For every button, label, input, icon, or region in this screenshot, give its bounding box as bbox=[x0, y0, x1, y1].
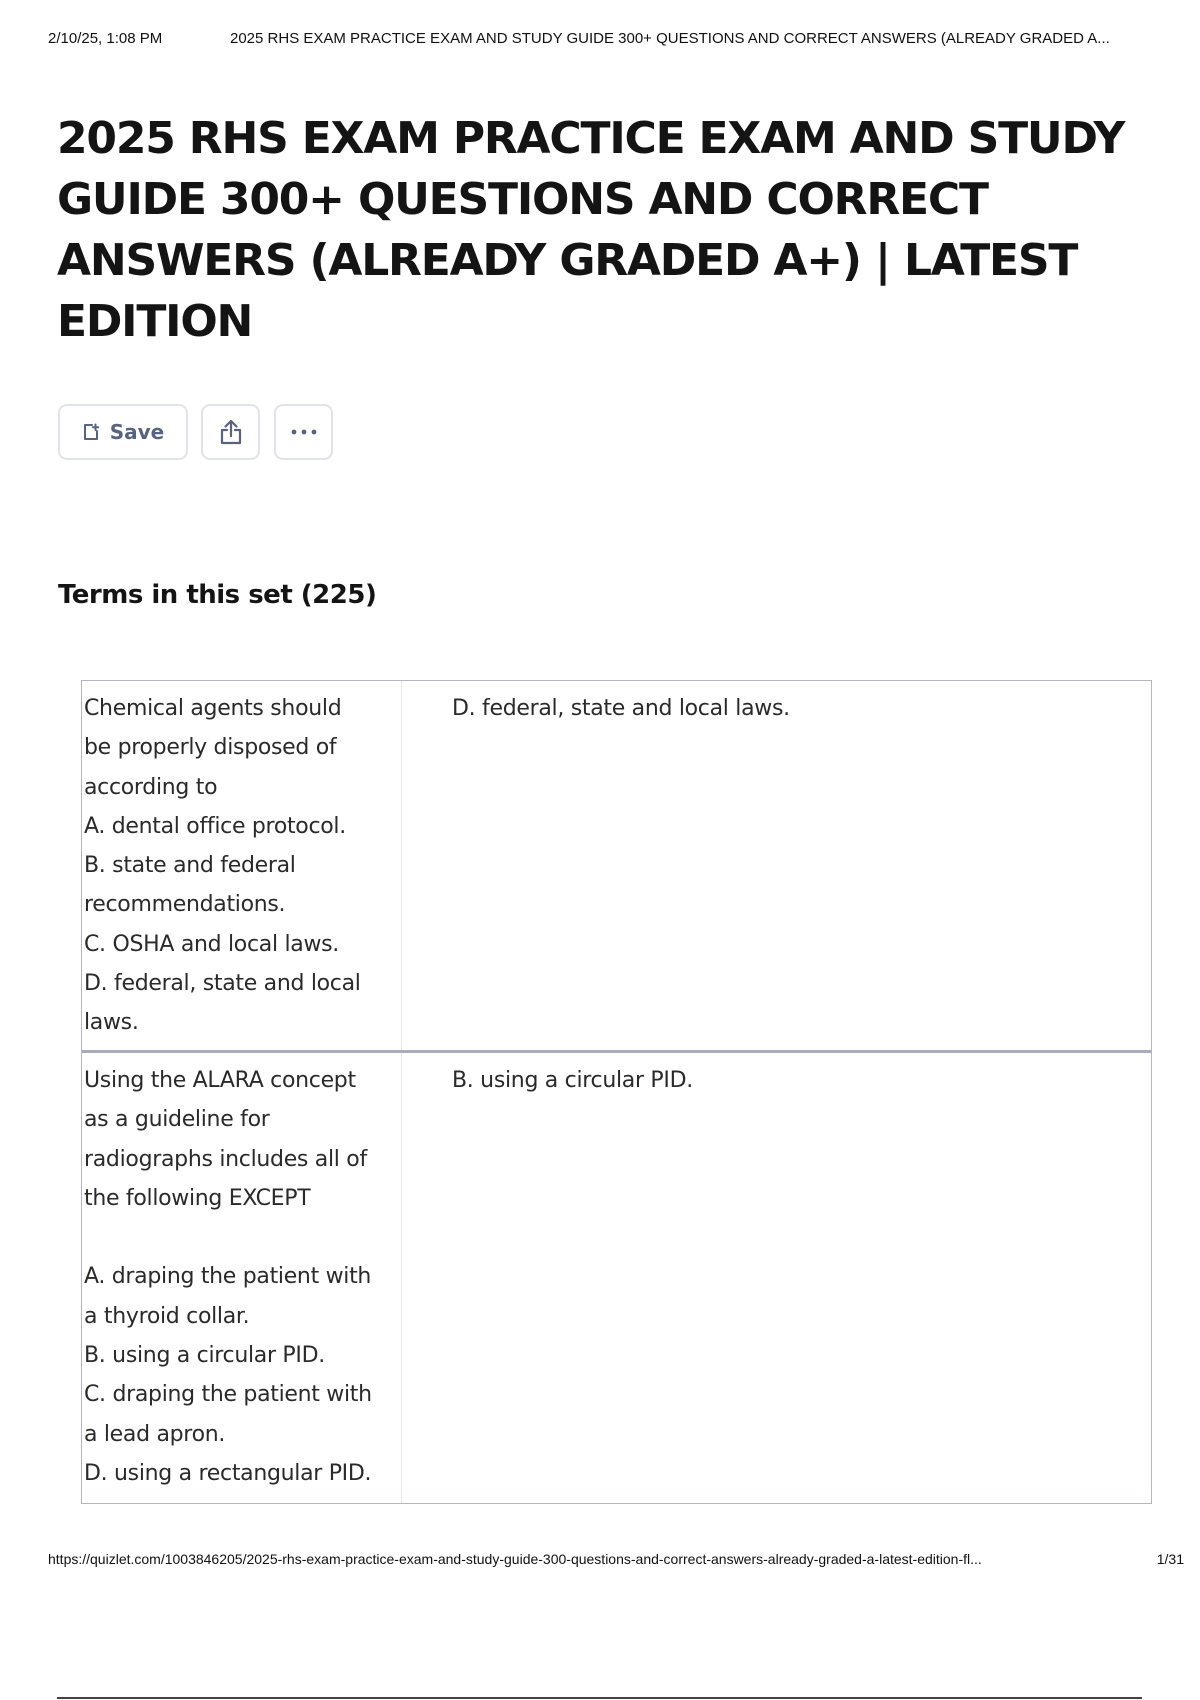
more-options-button[interactable] bbox=[274, 404, 333, 460]
save-button[interactable] bbox=[58, 404, 188, 460]
set-title: 2025 RHS EXAM PRACTICE EXAM AND STUDY GUIDE 300+ QUESTIONS AND CORRECT ANSWERS (ALREADY GRADED A+) | LATEST EDITION bbox=[57, 113, 1125, 347]
terms-table bbox=[81, 680, 1152, 1504]
page-number: 1/31 bbox=[1156, 1551, 1184, 1567]
term-row bbox=[82, 1053, 1151, 1503]
save-bookmark-icon bbox=[82, 423, 100, 441]
definition-text: D. federal, state and local laws. bbox=[452, 696, 790, 721]
print-document-title: 2025 RHS EXAM PRACTICE EXAM AND STUDY GUIDE 300+ QUESTIONS AND CORRECT ANSWERS (ALREADY GRADED A... bbox=[230, 30, 1110, 47]
definition-text: B. using a circular PID. bbox=[452, 1068, 693, 1093]
page-url: https://quizlet.com/1003846205/2025-rhs-exam-practice-exam-and-study-guide-300-questions-and-correct-answers-already-graded-a-latest-edition-fl... bbox=[48, 1551, 982, 1567]
term-text: Using the ALARA concept as a guideline for radiographs includes all of the following EXCEPT A. draping the patient with a thyroid collar. B. using a circular PID. C. draping the patient with a lead apron. D. using a rectangular PID. bbox=[82, 1053, 402, 1503]
terms-section-title: Terms in this set (225) bbox=[58, 580, 377, 610]
print-datetime: 2/10/25, 1:08 PM bbox=[48, 30, 163, 47]
save-button-label: Save bbox=[109, 420, 165, 444]
share-icon bbox=[216, 417, 246, 447]
term-text: Chemical agents should be properly disposed of according to A. dental office protocol. B. state and federal recommendations. C. OSHA and local laws. D. federal, state and local laws. bbox=[82, 681, 402, 1050]
share-button[interactable] bbox=[201, 404, 260, 460]
term-row bbox=[82, 681, 1151, 1053]
print-footer bbox=[48, 1551, 1184, 1571]
divider bbox=[57, 1697, 1142, 1699]
print-header bbox=[48, 30, 1172, 50]
more-options-icon bbox=[289, 428, 319, 436]
